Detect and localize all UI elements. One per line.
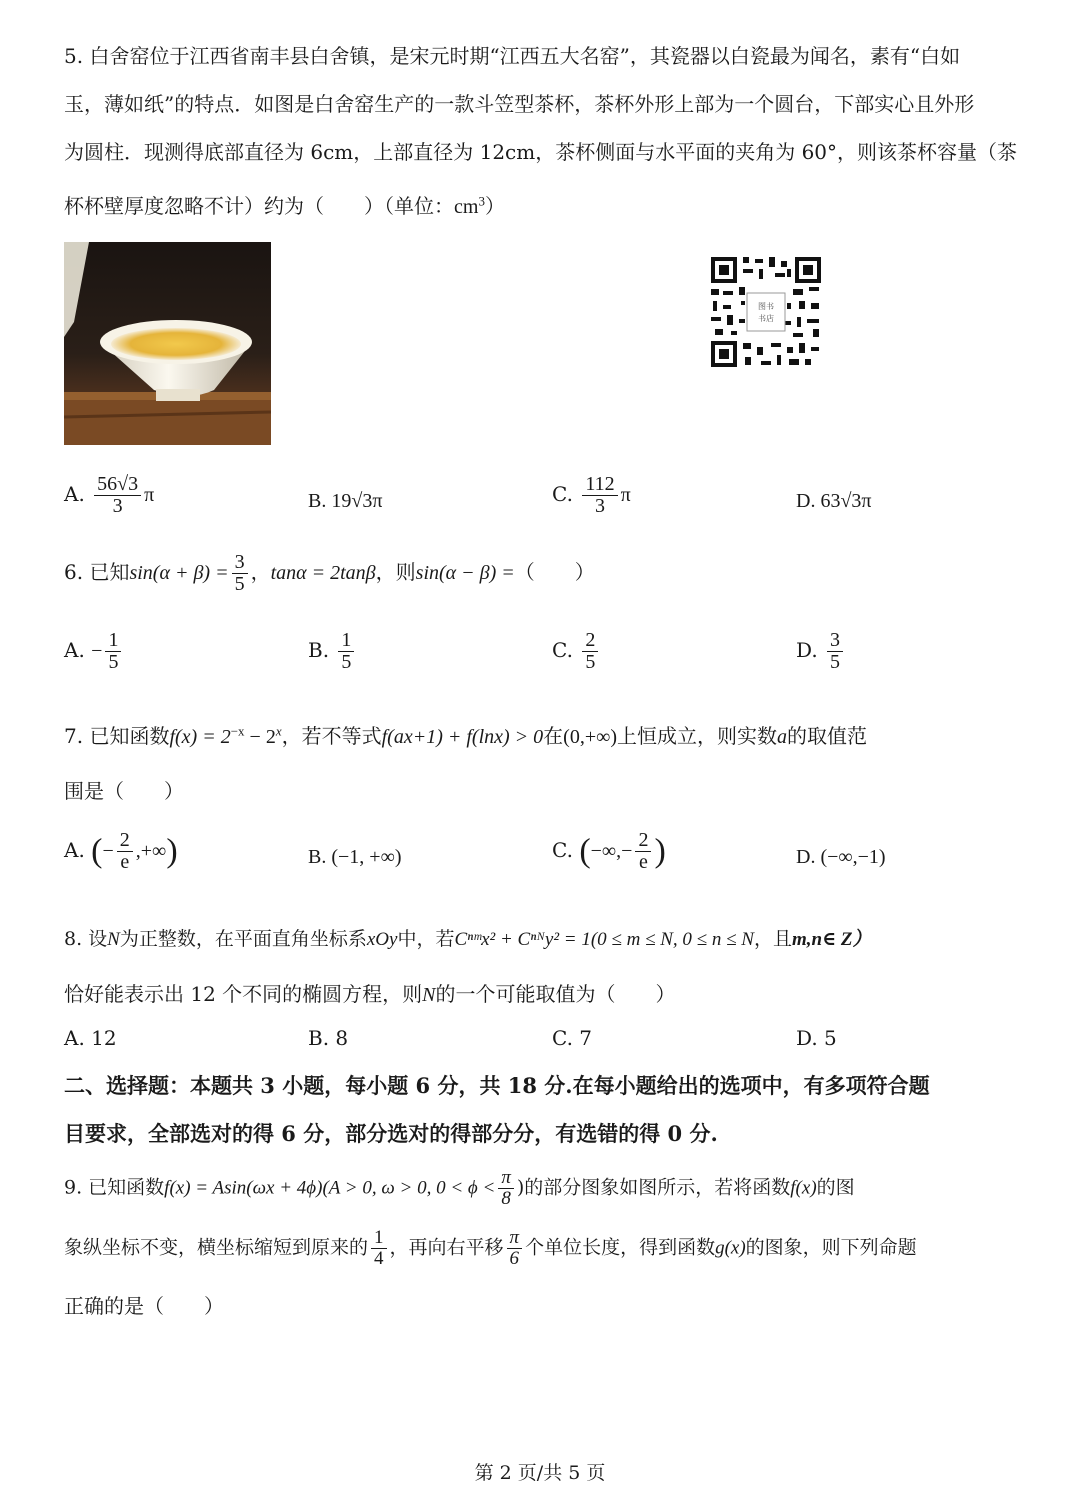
qr-logo-line-2: 书店 — [758, 314, 774, 323]
q7-option-c-head: −∞,− — [590, 840, 633, 862]
q9-function: f(x) = Asin(ωx + 4ϕ)(A > 0, ω > 0, 0 < ϕ < — [164, 1177, 496, 1199]
q7-option-b — [308, 846, 401, 869]
q6-option-c-label: C. — [552, 638, 573, 662]
q6-fraction-den: 5 — [234, 573, 245, 595]
q5-option-a-pi: π — [144, 484, 155, 506]
q6-mid: ，则 — [375, 560, 416, 584]
q7-option-a-den: e — [120, 851, 130, 873]
q5-option-c-num: 112 — [582, 474, 617, 496]
qr-code[interactable] — [709, 255, 823, 369]
q7-mid-2: 在 — [543, 724, 564, 748]
q7-option-c-label: C. — [552, 838, 573, 862]
q6-option-b-num: 1 — [338, 630, 354, 652]
q6-option-a-sign: − — [91, 640, 103, 662]
q6-option-c-num: 2 — [582, 630, 598, 652]
q6-option-c — [552, 630, 601, 673]
q6-option-c-fraction — [582, 630, 598, 673]
q6-prefix: 6. 已知 — [64, 560, 130, 584]
q7-option-c-fraction — [635, 830, 651, 873]
q7-option-a-sign: − — [102, 840, 114, 862]
q6-option-d-num: 3 — [827, 630, 843, 652]
q8-line-2b: 的一个可能取值为（ ） — [435, 982, 676, 1006]
q6-expr-diff: sin(α − β) = — [415, 562, 515, 584]
q8-option-c: C. 7 — [552, 1026, 593, 1050]
q9-fraction-3-den: 6 — [509, 1247, 520, 1269]
q5-unit-exp: 3 — [478, 193, 485, 209]
q7-stem-line-2: 围是（ ） — [64, 779, 184, 803]
q6-option-a-label: A. — [64, 638, 85, 662]
q6-expr-tan: tanα = 2tanβ — [270, 562, 376, 584]
q7-option-a-tail: ,+∞ — [135, 840, 167, 862]
q6-option-b-fraction — [338, 630, 354, 673]
q7-option-c-num: 2 — [635, 830, 651, 852]
q8-var-n: N — [107, 929, 120, 950]
q5-line-4-close: ） — [484, 194, 505, 218]
q9-fraction-1 — [498, 1168, 514, 1209]
q7-exp-1: −x — [230, 723, 245, 739]
q8-xoy: xOy — [366, 929, 398, 950]
q5-line-4 — [64, 190, 505, 219]
q5-option-a — [64, 474, 154, 517]
q9-gx: g(x) — [715, 1237, 746, 1259]
q9-fraction-1-num: π — [498, 1168, 514, 1189]
q8-line-2a: 恰好能表示出 12 个不同的椭圆方程，则 — [64, 982, 423, 1006]
q5-option-d — [796, 490, 872, 513]
q9-line-2c: 个单位长度，得到函数 — [525, 1236, 716, 1259]
q9-fraction-3-num: π — [507, 1228, 523, 1249]
q5-unit: cm — [454, 196, 479, 218]
q5-option-c-den: 3 — [594, 495, 605, 517]
q7-option-c: C. (−∞,− $\frac{2}{e}$ ) — [552, 829, 666, 873]
tea-cup-photo — [64, 242, 271, 445]
q7-expr-f-b: − 2 — [244, 726, 276, 748]
q7-var-a: a — [777, 726, 788, 748]
q6-option-b — [308, 630, 357, 673]
q8-mid-2: 中，若 — [397, 928, 455, 950]
q5-option-a-den: 3 — [112, 495, 123, 517]
q5-option-c-fraction — [582, 474, 617, 517]
q7-expr-f: f(x) = 2 — [169, 726, 231, 748]
q9-line-2d: 的图象，则下列命题 — [745, 1236, 917, 1259]
q8-prefix: 8. 设 — [64, 928, 108, 950]
q5-option-a-fraction — [94, 474, 141, 517]
section-2-line-2: 目要求，全部选对的得 6 分，部分选对的得部分分，有选错的得 0 分. — [64, 1121, 718, 1146]
q9-line-2a: 象纵坐标不变，横坐标缩短到原来的 — [64, 1236, 369, 1259]
q6-option-c-den: 5 — [585, 651, 596, 673]
q7-tail: 的取值范 — [787, 724, 868, 748]
q9-prefix: 9. 已知函数 — [64, 1176, 165, 1199]
q8-equation: Cⁿᵐx² + Cⁿᴺy² = 1(0 ≤ m ≤ N, 0 ≤ n ≤ N — [454, 929, 754, 950]
q7-option-a: A. (− $\frac{2}{e}$ ,+∞) — [64, 829, 178, 873]
section-2-line-1: 二、选择题：本题共 3 小题，每小题 6 分，共 18 分.在每小题给出的选项中，有多项符合题 — [64, 1073, 930, 1098]
q6-option-d-label: D. — [796, 638, 818, 662]
q9-fraction-2-den: 4 — [374, 1247, 384, 1269]
q6-option-d-den: 5 — [830, 651, 841, 673]
qr-logo-line-1: 图书 — [758, 302, 774, 311]
q5-option-c — [552, 474, 631, 517]
page-number: 第 2 页/共 5 页 — [474, 1462, 606, 1484]
q5-option-b-label: B. — [308, 490, 327, 512]
q5-line-4-text: 杯杯壁厚度忽略不计）约为（ ）（单位： — [64, 194, 454, 218]
q6-option-d-fraction — [827, 630, 843, 673]
q5-option-b — [308, 490, 382, 513]
q9-stem-line-1 — [64, 1168, 855, 1209]
q8-mid-3: ，且 — [753, 928, 792, 950]
q6-option-b-label: B. — [308, 638, 330, 662]
q8-option-a: A. 12 — [64, 1026, 117, 1050]
q9-line-2b: ，再向右平移 — [389, 1236, 504, 1259]
q8-stem-line-1 — [64, 924, 872, 951]
q7-option-a-label: A. — [64, 838, 85, 862]
q6-option-a — [64, 630, 124, 673]
q7-option-d-label: D. — [796, 846, 816, 868]
q9-mid-1: )的部分图象如图所示，若将函数 — [516, 1176, 791, 1199]
q5-option-c-pi: π — [620, 484, 631, 506]
q5-line-3: 为圆柱．现测得底部直径为 6cm，上部直径为 12cm，茶杯侧面与水平面的夹角为 60°，则该茶杯容量（茶 — [64, 140, 1018, 164]
q8-mid-1: 为正整数，在平面直角坐标系 — [119, 928, 367, 950]
q7-option-b-label: B. — [308, 846, 327, 868]
q7-option-a-num: 2 — [117, 830, 133, 852]
q5-option-d-label: D. — [796, 490, 816, 512]
q9-fraction-1-den: 8 — [501, 1187, 511, 1209]
q9-fx: f(x) — [790, 1177, 817, 1199]
q5-option-c-label: C. — [552, 482, 573, 506]
q5-option-b-value: 19√3π — [331, 490, 383, 512]
q6-stem — [64, 552, 595, 595]
q6-option-d — [796, 630, 846, 673]
q8-var-n-2: N — [422, 984, 436, 1006]
q7-prefix: 7. 已知函数 — [64, 724, 170, 748]
q8-option-d: D. 5 — [796, 1026, 837, 1050]
q6-option-b-den: 5 — [341, 651, 352, 673]
q7-option-b-value: (−1, +∞) — [331, 846, 402, 868]
q7-interval: (0,+∞) — [563, 726, 618, 748]
q8-set: m,n∈ Z） — [791, 929, 872, 950]
q7-option-a-fraction — [117, 830, 133, 873]
q9-stem-line-3: 正确的是（ ） — [64, 1294, 224, 1318]
q6-option-a-num: 1 — [105, 630, 121, 652]
q8-stem-line-2 — [64, 978, 676, 1007]
q9-fraction-2 — [371, 1228, 387, 1269]
q6-fraction-num: 3 — [232, 552, 248, 574]
q5-line-2: 玉，薄如纸”的特点．如图是白舍窑生产的一款斗笠型茶杯，茶杯外形上部为一个圆台，下部实心且外形 — [64, 92, 975, 116]
q6-blank: （ ） — [514, 560, 595, 584]
q8-option-b: B. 8 — [308, 1026, 349, 1050]
q6-comma: ， — [250, 560, 271, 584]
q7-mid-3: 上恒成立，则实数 — [617, 724, 778, 748]
q9-fraction-2-num: 1 — [371, 1228, 387, 1249]
q5-line-1: 5. 白舍窑位于江西省南丰县白舍镇，是宋元时期“江西五大名窑”，其瓷器以白瓷最为闻名，素有“白如 — [64, 44, 961, 68]
q9-tail-1: 的图 — [816, 1176, 855, 1199]
q5-option-a-num: 56√3 — [94, 474, 141, 496]
q5-option-a-label: A. — [64, 482, 85, 506]
q6-option-a-fraction — [105, 630, 121, 673]
q7-option-d — [796, 846, 886, 869]
q5-option-d-value: 63√3π — [820, 490, 872, 512]
q6-fraction — [232, 552, 248, 595]
q7-mid-1: ，若不等式 — [281, 724, 382, 748]
q7-exp-2: x — [275, 723, 282, 739]
q7-inequality: f(ax+1) + f(lnx) > 0 — [381, 726, 544, 748]
q7-option-c-den: e — [639, 851, 648, 873]
q9-stem-line-2 — [64, 1228, 917, 1269]
q7-option-d-value: (−∞,−1) — [820, 846, 886, 868]
q6-expr-sum: sin(α + β) = — [129, 562, 229, 584]
q7-stem-line-1 — [64, 720, 867, 749]
q9-fraction-3 — [507, 1228, 523, 1269]
q6-option-a-den: 5 — [108, 651, 119, 673]
